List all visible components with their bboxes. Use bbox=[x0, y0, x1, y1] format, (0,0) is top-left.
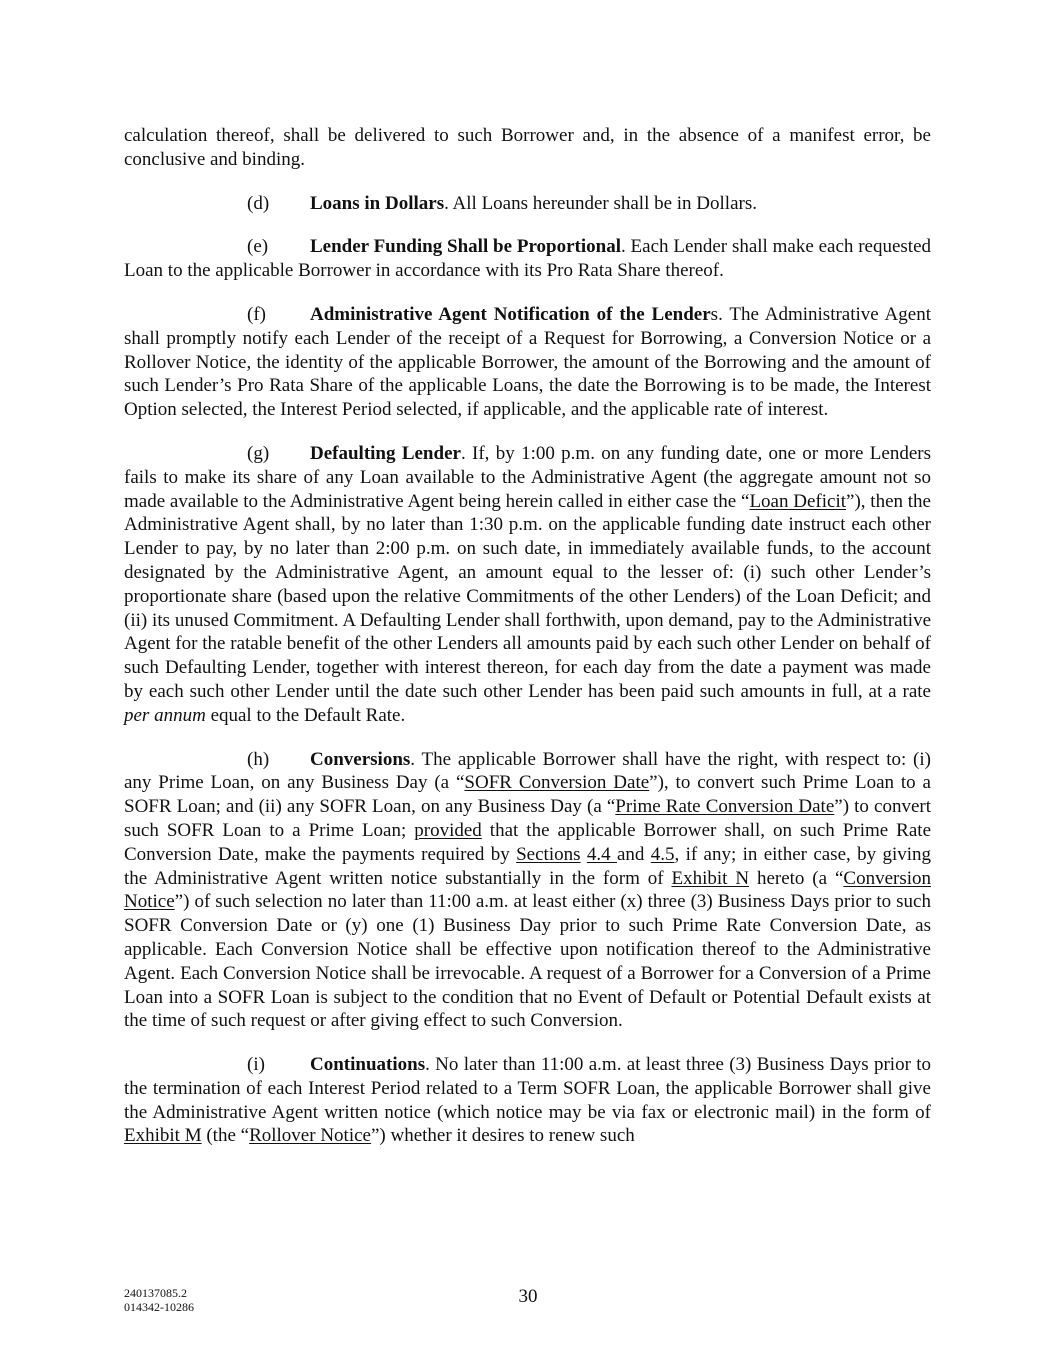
section-h-heading: Conversions bbox=[310, 748, 411, 770]
defined-term-rollover-notice: Rollover Notice bbox=[249, 1125, 371, 1147]
underlined-provided: provided bbox=[414, 819, 482, 841]
footer-document-ids bbox=[124, 1286, 194, 1314]
section-h-label: (h) bbox=[247, 748, 270, 770]
section-i bbox=[124, 1053, 931, 1148]
document-body bbox=[124, 124, 931, 1168]
section-i-label: (i) bbox=[247, 1054, 265, 1076]
section-h-text: and bbox=[616, 843, 651, 865]
section-g-text: . If, by 1:00 p.m. on any funding date, one or more Lenders fails to make its share of any Loan available to the Administrative Agent (the aggregate amount not so made available to the Administrative Agent being herein called in either case the “ bbox=[124, 442, 931, 512]
section-h-text: , if any; in either case, by giving the Administrative Agent written notice substantially in the form of bbox=[124, 843, 932, 889]
defined-term-loan-deficit: Loan Deficit bbox=[749, 490, 847, 512]
section-g-heading: Defaulting Lender bbox=[310, 442, 461, 464]
section-h-text: ”) to convert such SOFR Loan to a Prime Loan; bbox=[124, 796, 931, 841]
section-d-heading: Loans in Dollars bbox=[310, 192, 445, 214]
section-h bbox=[124, 748, 931, 1034]
section-g-label: (g) bbox=[247, 442, 270, 464]
section-f-heading: Administrative Agent Notification of the Lender bbox=[310, 303, 711, 325]
section-g-text: equal to the Default Rate. bbox=[205, 704, 406, 726]
section-i-text: (the “ bbox=[201, 1125, 250, 1147]
defined-term-sofr-conversion-date: SOFR Conversion Date bbox=[464, 772, 650, 794]
section-f-label: (f) bbox=[247, 303, 266, 325]
section-h-text: ”) of such selection no later than 11:00 a.m. at least either (x) three (3) Business Days prior to such SOFR Conversion Date or (y) one (1) Business Day prior to such Prime Rate Conversion Date, as applicable. Each Conversion Notice shall be effective upon notification thereof to the Administrative Agent. Each Conversion Notice shall be irrevocable. A request of a Borrower for a Conversion of a Prime Loan into a SOFR Loan is subject to the condition that no Event of Default or Potential Default exists at the time of such request or after giving effect to such Conversion. bbox=[124, 891, 931, 1032]
section-e-label: (e) bbox=[247, 236, 269, 258]
section-i-text: ”) whether it desires to renew such bbox=[370, 1125, 635, 1147]
cross-reference-4-4: 4.4 bbox=[586, 843, 617, 865]
cross-reference-exhibit-n: Exhibit N bbox=[671, 867, 750, 889]
section-d-label: (d) bbox=[247, 192, 270, 214]
section-h-text: hereto (a “ bbox=[749, 867, 844, 889]
section-f-text: s. The Administrative Agent shall promptly notify each Lender of the receipt of a Request for Borrowing, a Conversion Notice or a Rollover Notice, the identity of the applicable Borrower, the amount of the Borrowing and the amount of such Lender’s Pro Rata Share of the applicable Loans, the date the Borrowing is to be made, the Interest Option selected, the Interest Period selected, if applicable, and the applicable rate of interest. bbox=[124, 303, 931, 421]
footer-matter-id: 014342-10286 bbox=[124, 1300, 194, 1314]
section-e-text: . Each Lender shall make each requested Loan to the applicable Borrower in accordance with its Pro Rata Share thereof. bbox=[124, 236, 931, 282]
section-e bbox=[124, 235, 931, 283]
section-d-text: . All Loans hereunder shall be in Dollars. bbox=[444, 192, 757, 214]
defined-term-prime-rate-conversion-date: Prime Rate Conversion Date bbox=[615, 796, 835, 818]
section-i-text: . No later than 11:00 a.m. at least three (3) Business Days prior to the termination of each Interest Period related to a Term SOFR Loan, the applicable Borrower shall give the Administrative Agent written notice (which notice may be via fax or electronic mail) in the form of bbox=[124, 1054, 931, 1123]
section-f bbox=[124, 303, 931, 422]
cross-reference-4-5: 4.5 bbox=[650, 843, 675, 865]
section-i-heading: Continuations bbox=[310, 1054, 426, 1076]
continued-text: calculation thereof, shall be delivered to such Borrower and, in the absence of a manifest error, be conclusive and binding. bbox=[124, 125, 931, 170]
continued-paragraph bbox=[124, 124, 931, 172]
section-e-heading: Lender Funding Shall be Proportional bbox=[310, 236, 621, 258]
cross-reference-exhibit-m: Exhibit M bbox=[124, 1125, 202, 1147]
section-h-text: that the applicable Borrower shall, on such Prime Rate Conversion Date, make the payments required by bbox=[124, 819, 931, 865]
page-number: 30 bbox=[518, 1286, 538, 1307]
italic-per-annum: per annum bbox=[124, 704, 206, 726]
section-h-text: ”), to convert such Prime Loan to a SOFR Loan; and (ii) any SOFR Loan, on any Business Day (a “ bbox=[124, 772, 931, 818]
section-g-text: ”), then the Administrative Agent shall, by no later than 1:30 p.m. on the applicable funding date instruct each other Lender to pay, by no later than 2:00 p.m. on such date, in immediately available funds, to the account designated by the Administrative Agent, an amount equal to the lesser of: (i) such other Lender’s proportionate share (based upon the relative Commitments of the other Lenders) of the Loan Deficit; and (ii) its unused Commitment. A Defaulting Lender shall forthwith, upon demand, pay to the Administrative Agent for the ratable benefit of the other Lenders all amounts paid by each such other Lender on behalf of such Defaulting Lender, together with interest thereon, for each day from the date a payment was made by each such other Lender until the date such other Lender has been paid such amounts in full, at a rate bbox=[124, 490, 931, 702]
section-g bbox=[124, 442, 931, 728]
section-h-text: . The applicable Borrower shall have the right, with respect to: (i) any Prime Loan, on any Business Day (a “ bbox=[124, 748, 931, 794]
footer-doc-id: 240137085.2 bbox=[124, 1286, 187, 1300]
cross-reference-sections: Sections bbox=[516, 843, 581, 865]
defined-term-conversion-notice: Conversion Notice bbox=[124, 867, 931, 913]
section-d bbox=[124, 192, 931, 216]
